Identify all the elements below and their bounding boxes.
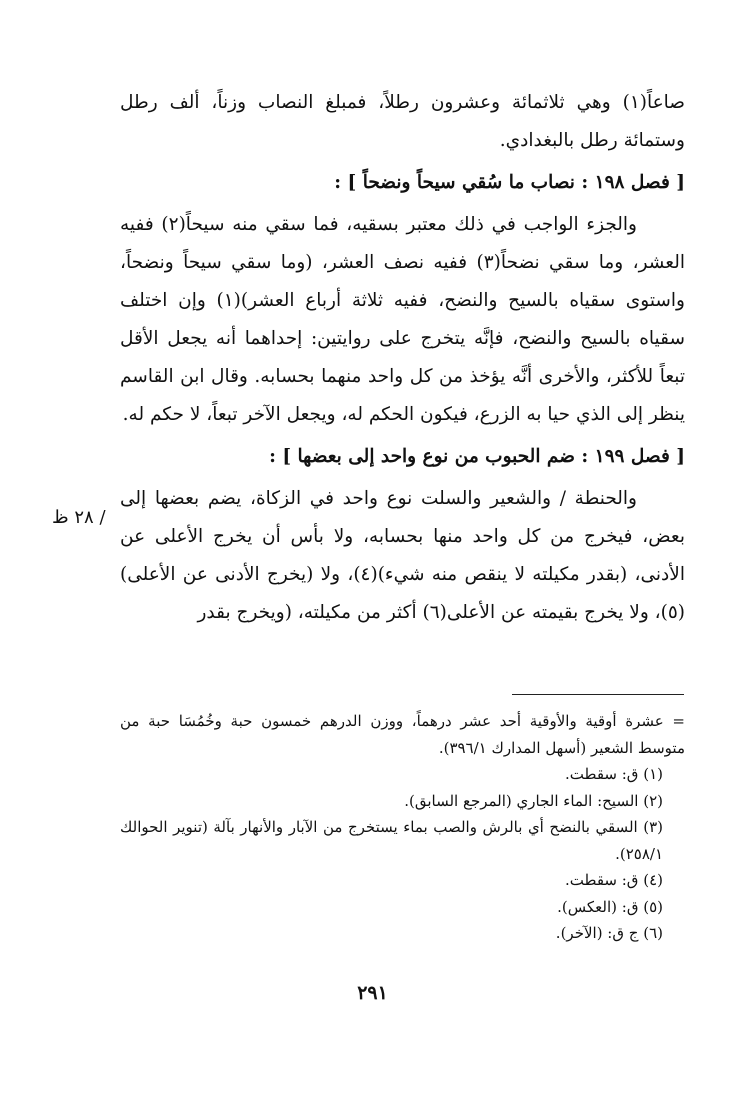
footnotes — [120, 708, 685, 947]
footnote-separator — [512, 694, 684, 695]
main-text — [120, 84, 685, 632]
page-number: ٢٩١ — [357, 982, 388, 1004]
paragraph-section-199: والحنطة / والشعير والسلت نوع واحد في الزكاة، يضم بعضها إلى بعض، فيخرج من كل واحد منها بحسابه، ولا بأس أن يخرج الأعلى عن الأدنى، (بقدر مكيلته لا ينقص منه شيء)(٤)، ولا (يخرج الأدنى عن الأعلى)(٥)، ولا يخرج بقيمته عن الأعلى(٦) أكثر من مكيلته، (ويخرج بقدر — [120, 488, 685, 623]
manuscript-folio-note: / ٢٨ ظ — [52, 507, 106, 528]
section-heading-199: [ فصل ١٩٩ : ضم الحبوب من نوع واحد إلى بعضها ] : — [269, 446, 685, 467]
footnote-5: (٥) ق: (العكس). — [557, 897, 663, 916]
paragraph-section-198: والجزء الواجب في ذلك معتبر بسقيه، فما سقي منه سيحاً(٢) ففيه العشر، وما سقي نضحاً(٣) ففيه نصف العشر، (وما سقي سيحاً ونضحاً، واستوى سقياه بالسيح والنضح، ففيه ثلاثة أرباع العشر)(١) وإن اختلف سقياه بالسيح والنضح، فإنَّه يتخرج على روايتين: إحداهما أنه يجعل الأقل تبعاً للأكثر، والأخرى أنَّه يؤخذ من كل واحد منهما بحسابه. وقال ابن القاسم ينظر إلى الذي حيا به الزرع، فيكون الحكم له، ويجعل الآخر تبعاً، لا حكم له. — [120, 214, 685, 425]
footnote-2: (٢) السيح: الماء الجاري (المرجع السابق). — [404, 791, 663, 810]
footnote-6: (٦) ج ق: (الآخر). — [555, 924, 663, 942]
section-heading-198: [ فصل ١٩٨ : نصاب ما سُقي سيحاً ونضحاً ] : — [334, 172, 685, 193]
footnote-continuation: = عشرة أوقية والأوقية أحد عشر درهماً، ووزن الدرهم خمسون حبة وخُمُسَا حبة من متوسط الشعير (أسهل المدارك ٣٩٦/١). — [120, 712, 685, 757]
paragraph-continuation: صاعاً(١) وهي ثلاثمائة وعشرون رطلاً، فمبلغ النصاب وزناً، ألف رطل وستمائة رطل بالبغدادي. — [120, 92, 685, 151]
footnote-1: (١) ق: سقطت. — [565, 765, 663, 783]
footnote-3: (٣) السقي بالنضح أي بالرش والصب بماء يستخرج من الآبار والأنهار بآلة (تنوير الحوالك ٢٥٨/١). — [120, 818, 663, 863]
footnote-4: (٤) ق: سقطت. — [565, 871, 663, 889]
